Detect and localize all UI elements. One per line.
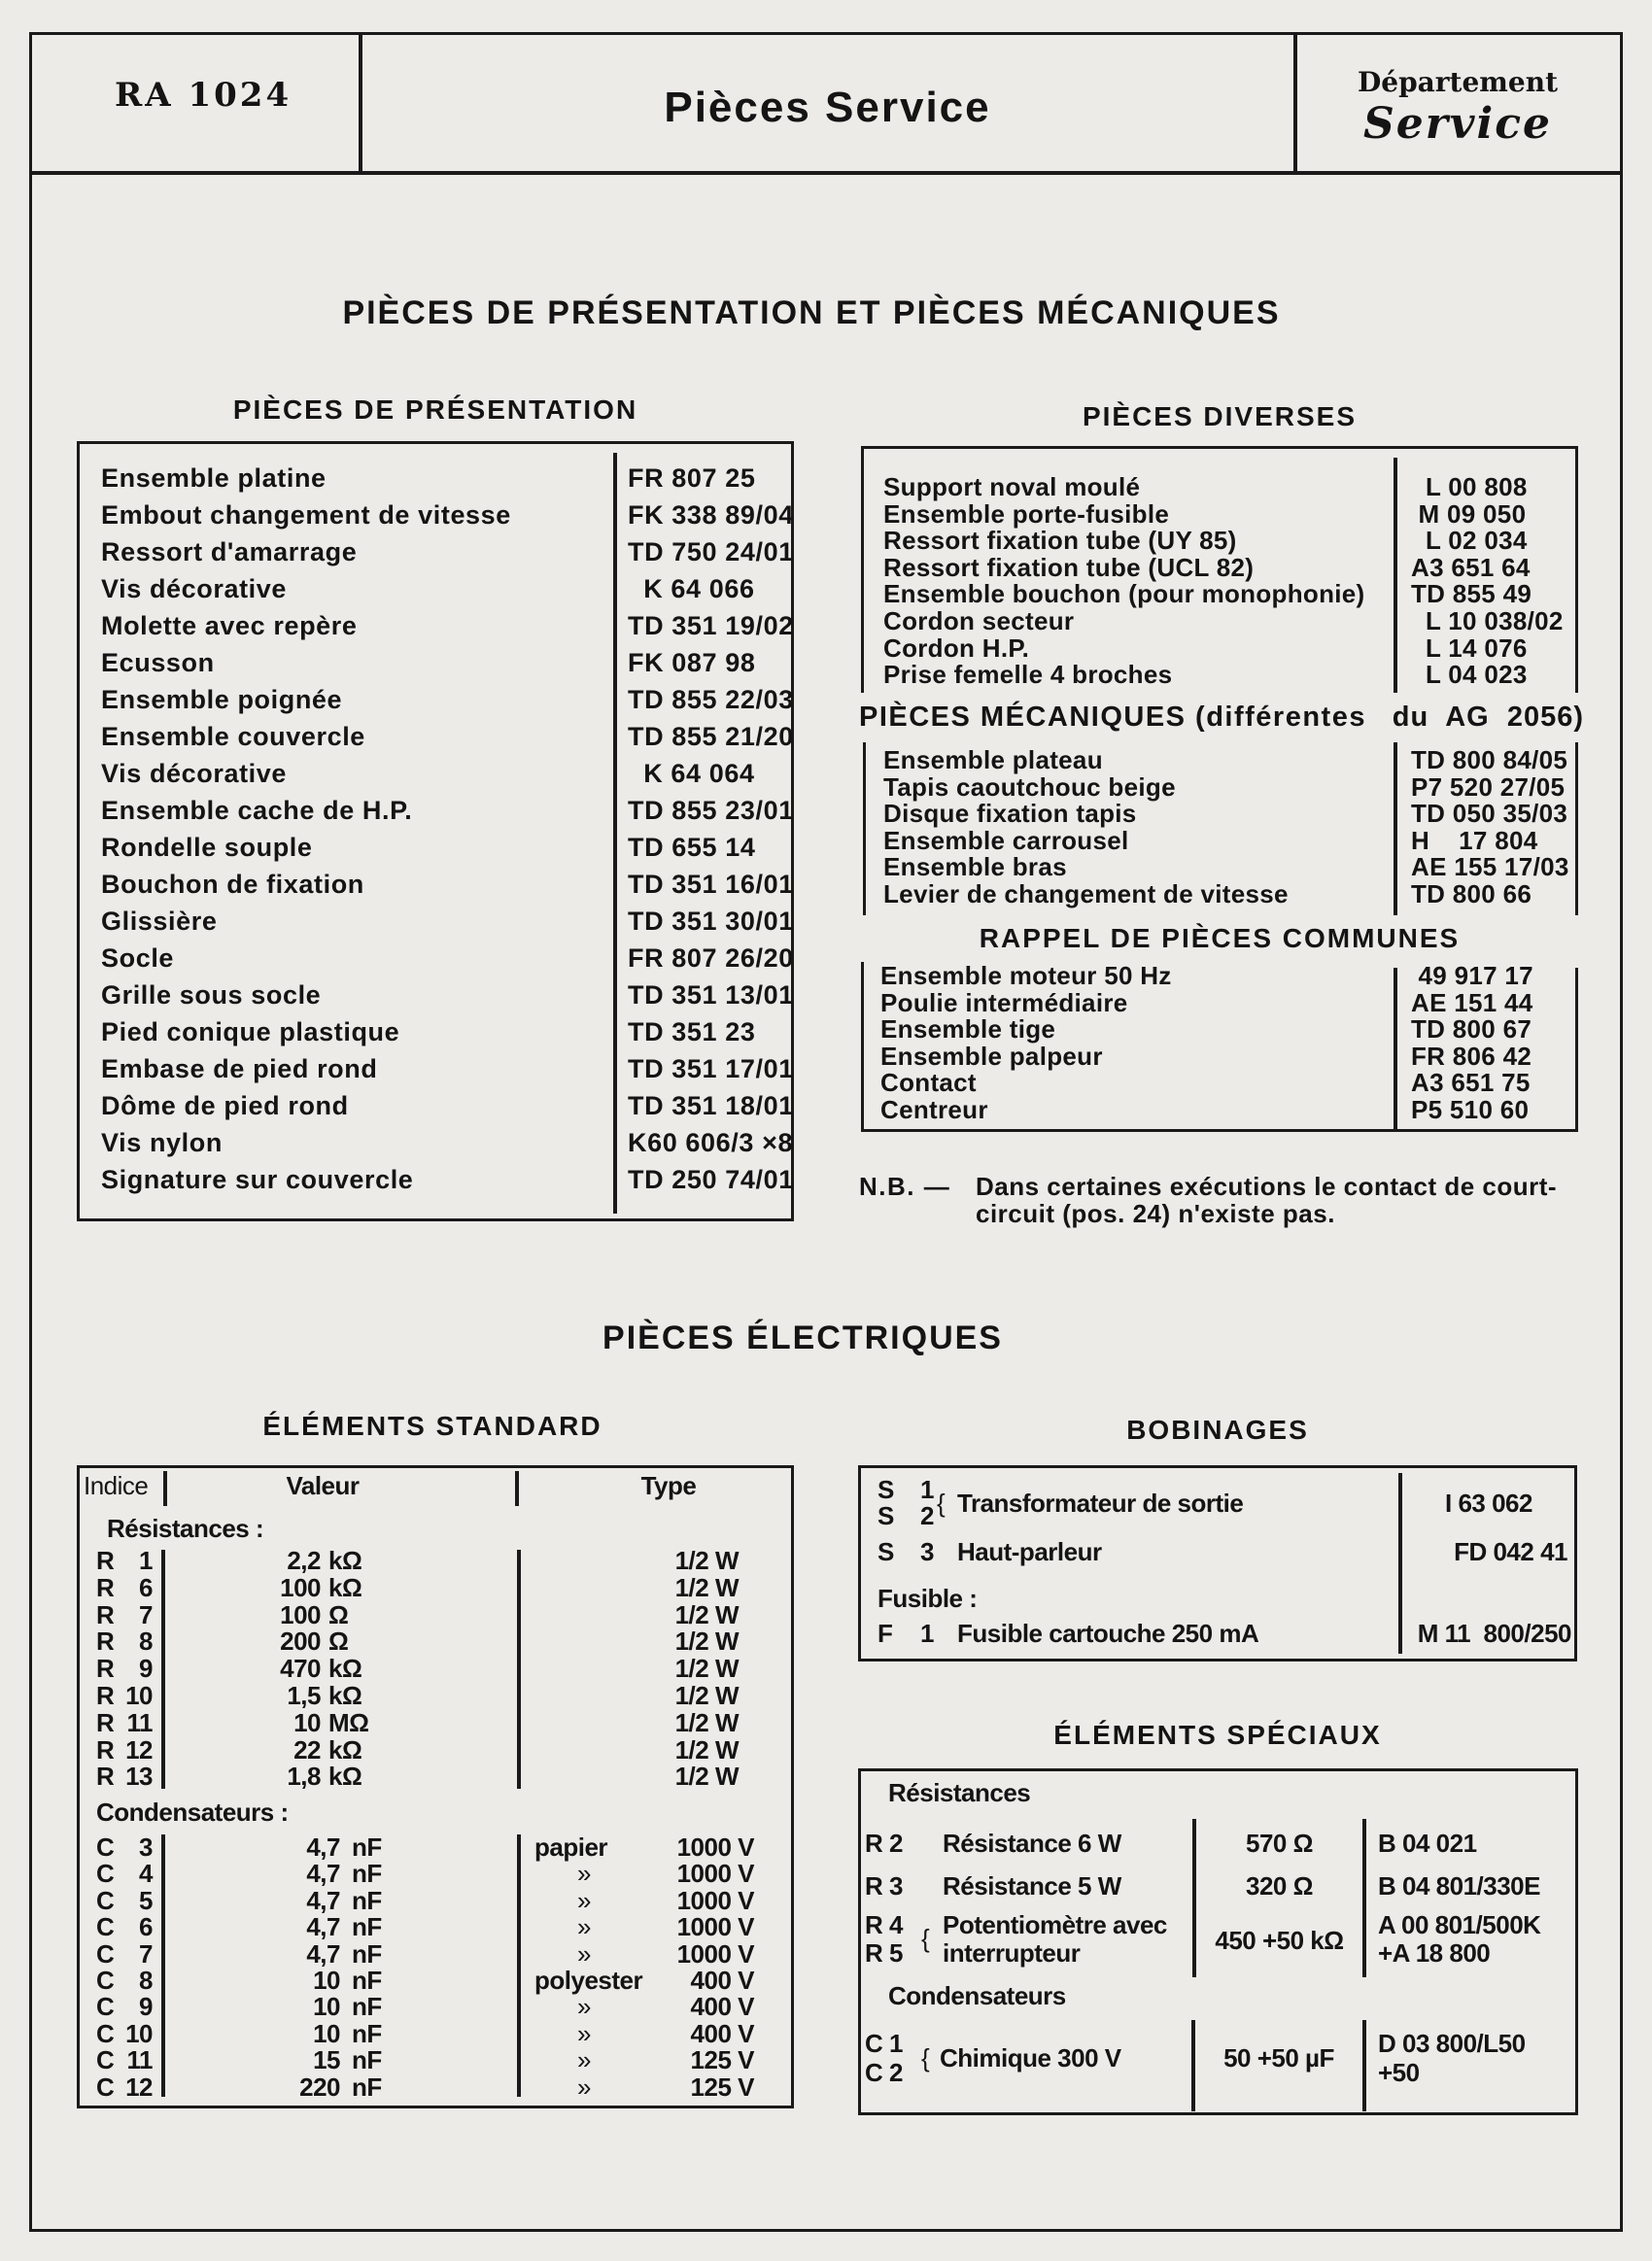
communes-title: RAPPEL DE PIÈCES COMMUNES [979,923,1461,953]
res-index [96,1708,153,1738]
part-code: FR 807 26/20 [628,943,794,973]
cap-index-text: C 11 [96,2045,153,2075]
header-rule [29,171,1623,175]
part-code: AE 155 17/03 [1411,852,1569,882]
communes-right-border [1575,968,1578,1131]
spec-index: C 2 [865,2058,903,2087]
spec-code: A 00 801/500K [1378,1910,1541,1939]
col-header-type: Type [640,1471,697,1500]
resistances-heading: Résistances : [107,1514,264,1543]
part-code: TD 351 18/01 [628,1091,794,1120]
res-index-text: R 9 [96,1654,153,1684]
part-code: TD 351 30/01 [628,907,794,936]
part-code: H 17 804 [1411,825,1538,855]
diverses-col-divider [1394,458,1397,693]
part-label: Tapis caoutchouc beige [883,771,1176,802]
cap-voltage: 125 V [690,2072,754,2102]
cap-value: 10 [313,2018,340,2048]
cap-dielectric: » [577,2072,591,2102]
part-label: Levier de changement de vitesse [883,879,1289,908]
part-label: Bouchon de fixation [101,870,364,899]
res-type: 1/2 W [674,1599,739,1629]
res-type: 1/2 W [674,1546,739,1575]
res-index-divider [161,1550,165,1789]
res-value: 1,8 [287,1762,321,1792]
part-code: TD 351 16/01 [628,870,794,899]
cap-index-text: C 3 [96,1833,153,1862]
res-value: 100 [280,1572,321,1602]
cap-unit: nF [352,2072,382,2102]
part-code: TD 855 23/01 [628,796,794,825]
cap-value: 4,7 [306,1859,340,1889]
res-unit: kΩ [328,1546,362,1575]
res-unit: kΩ [328,1762,362,1792]
part-code: TD 855 21/20 [628,722,794,751]
part-code: TD 351 23 [628,1017,756,1046]
part-code: L 10 038/02 [1411,606,1564,635]
note-line2: circuit (pos. 24) n'existe pas. [976,1199,1335,1228]
cap-unit: nF [352,1992,382,2022]
cap-index [96,1833,153,1863]
part-label: Ensemble palpeur [880,1041,1103,1071]
spec-capacitors-heading: Condensateurs [888,1981,1066,2010]
cap-unit: nF [352,1912,382,1942]
standard-title: ÉLÉMENTS STANDARD [262,1411,602,1441]
part-label: Ensemble plateau [883,745,1103,774]
bob-code: M 11 800/250 [1417,1619,1571,1648]
cap-value: 4,7 [306,1912,340,1942]
part-code: FK 087 98 [628,648,756,677]
bob-index-s3 [878,1537,934,1567]
res-value: 22 [293,1734,321,1764]
spec-index: R 5 [865,1938,903,1968]
res-unit: MΩ [328,1707,369,1737]
communes-col-divider [1394,968,1397,1131]
cap-value: 10 [313,1992,340,2022]
cap-voltage: 125 V [690,2045,754,2075]
part-code: TD 800 66 [1411,879,1532,908]
part-label: Embase de pied rond [101,1054,378,1083]
part-label: Rondelle souple [101,833,313,862]
res-value: 470 [280,1654,321,1684]
res-index-text: R 8 [96,1627,153,1657]
part-label: Vis nylon [101,1128,223,1157]
part-label: Ressort d'amarrage [101,537,358,566]
part-code: M 09 050 [1411,498,1527,529]
res-value: 1,5 [287,1681,321,1710]
res-index [96,1735,153,1765]
spec-value: 320 Ω [1246,1871,1313,1901]
cap-index [96,1992,153,2022]
part-label: Vis décorative [101,574,288,603]
res-type: 1/2 W [674,1734,739,1764]
cap-index-text: C 9 [96,1992,153,2022]
spec-code: D 03 800/L50 [1378,2029,1526,2058]
res-unit: Ω [328,1627,349,1657]
communes-left-border [861,962,864,1132]
spec-index: R 2 [865,1829,903,1858]
diverses-title: PIÈCES DIVERSES [1082,401,1358,431]
cap-dielectric: » [577,1938,591,1969]
res-index [96,1600,153,1630]
mecaniques-col-divider [1394,742,1397,915]
cap-index-text: C 4 [96,1859,153,1889]
cap-voltage: 1000 V [676,1912,754,1942]
part-code: L 02 034 [1411,526,1528,556]
cap-dielectric: » [577,1885,591,1915]
mecaniques-right-border [1575,742,1578,915]
diverses-left-border [861,446,864,693]
bob-label: Transformateur de sortie [957,1489,1244,1518]
part-label: Poulie intermédiaire [880,987,1128,1017]
mecaniques-left-border [863,742,866,915]
bob-label: Fusible cartouche 250 mA [957,1619,1259,1648]
part-code: AE 151 44 [1411,987,1533,1017]
part-code: FR 806 42 [1411,1041,1532,1071]
spec-label: Résistance 5 W [943,1871,1121,1901]
res-unit: kΩ [328,1572,362,1602]
part-code: TD 655 14 [628,833,756,862]
res-index [96,1654,153,1684]
cap-index [96,1912,153,1942]
part-label: Ensemble couvercle [101,722,365,751]
part-code: K60 606/3 ×8 [628,1128,794,1157]
part-label: Ressort fixation tube (UY 85) [883,526,1237,556]
part-label: Ressort fixation tube (UCL 82) [883,552,1255,582]
res-index [96,1627,153,1657]
header-title: Pièces Service [664,84,991,131]
part-label: Grille sous socle [101,980,322,1010]
part-label: Centreur [880,1095,988,1124]
cap-value: 220 [299,2072,340,2102]
spec-index: C 1 [865,2029,903,2058]
cap-dielectric: » [577,1992,591,2022]
res-index [96,1546,153,1576]
presentation-col-divider [613,453,617,1214]
bob-index: S 1 [878,1475,934,1504]
brace-icon: { [921,2043,930,2073]
res-unit: kΩ [328,1734,362,1764]
part-code: P7 520 27/05 [1411,771,1566,802]
cap-unit: nF [352,1859,382,1889]
section-title-presentation-mecaniques: PIÈCES DE PRÉSENTATION ET PIÈCES MÉCANIQUES [342,294,1281,331]
res-index [96,1762,153,1792]
brace-icon: { [921,1924,930,1953]
part-label: Embout changement de vitesse [101,500,511,530]
cap-dielectric: papier [534,1833,608,1862]
part-label: Signature sur couvercle [101,1165,414,1194]
brace-icon: { [937,1489,946,1518]
spec-index: R 4 [865,1910,903,1939]
department-service-logo: Service [1362,99,1553,149]
bob-index: S 3 [878,1537,934,1566]
spec-code: +A 18 800 [1378,1938,1491,1968]
cap-dielectric: polyester [534,1966,643,1995]
cap-value: 10 [313,1966,340,1995]
part-code: TD 750 24/01 [628,537,794,566]
col-header-valeur: Valeur [286,1471,360,1500]
part-code: K 64 064 [628,759,755,788]
res-index [96,1681,153,1711]
diverses-right-border [1575,446,1578,693]
bob-index-f1 [878,1619,934,1649]
part-label: Ecusson [101,648,215,677]
res-type: 1/2 W [674,1627,739,1657]
part-label: Ensemble tige [880,1014,1056,1045]
part-code: L 00 808 [1411,472,1528,501]
cap-index [96,2073,153,2103]
part-label: Ensemble platine [101,463,327,493]
spec-value: 50 +50 µF [1223,2043,1334,2073]
cap-voltage: 400 V [690,2018,754,2048]
cap-dielectric: » [577,2018,591,2048]
bob-label: Haut-parleur [957,1537,1102,1566]
cap-index-text: C 8 [96,1966,153,1995]
cap-dielectric: » [577,2045,591,2075]
cap-unit: nF [352,2018,382,2048]
cap-value: 15 [313,2045,340,2075]
part-code: TD 351 19/02 [628,611,794,640]
cap-index-text: C 7 [96,1938,153,1969]
cap-index-text: C 10 [96,2018,153,2048]
part-label: Pied conique plastique [101,1017,400,1046]
res-unit: kΩ [328,1681,362,1710]
res-unit: Ω [328,1599,349,1629]
part-label: Molette avec repère [101,611,358,640]
res-type: 1/2 W [674,1572,739,1602]
res-index-text: R 11 [96,1707,153,1737]
spec-label: Chimique 300 V [940,2043,1121,2073]
res-index-text: R 10 [96,1681,153,1710]
bob-code: FD 042 41 [1454,1537,1567,1566]
cap-unit: nF [352,1885,382,1915]
cap-unit: nF [352,1938,382,1969]
valeur-header-divider [515,1471,519,1506]
part-label: Cordon H.P. [883,633,1030,663]
cap-index [96,1966,153,1996]
res-value: 10 [293,1707,321,1737]
res-index-text: R 7 [96,1599,153,1629]
bob-index-s2 [878,1501,934,1531]
res-unit: kΩ [328,1654,362,1684]
spec-index: R 3 [865,1871,903,1901]
cap-value: 4,7 [306,1833,340,1862]
res-type: 1/2 W [674,1654,739,1684]
part-code: TD 800 84/05 [1411,745,1568,774]
part-code: TD 800 67 [1411,1014,1532,1045]
part-label: Ensemble moteur 50 Hz [880,961,1172,990]
part-code: K 64 066 [628,574,755,603]
speciaux-title: ÉLÉMENTS SPÉCIAUX [1053,1720,1382,1750]
bob-code: I 63 062 [1445,1489,1532,1518]
presentation-title: PIÈCES DE PRÉSENTATION [232,394,638,425]
part-label: Ensemble poignée [101,685,343,714]
note-line1: Dans certaines exécutions le contact de court- [976,1172,1558,1201]
part-code: TD 050 35/03 [1411,799,1568,829]
cap-voltage: 1000 V [676,1833,754,1862]
spec-label: interrupteur [943,1938,1081,1968]
spec-label: Potentiomètre avec [943,1910,1167,1939]
cap-dielectric: » [577,1859,591,1889]
part-code: L 04 023 [1411,660,1528,690]
part-label: Contact [880,1068,977,1098]
res-index [96,1573,153,1603]
res-type: 1/2 W [674,1762,739,1792]
part-label: Ensemble cache de H.P. [101,796,413,825]
res-type: 1/2 W [674,1681,739,1710]
spec-divider [1362,1819,1366,1977]
capacitors-heading: Condensateurs : [96,1798,289,1827]
part-code: A3 651 75 [1411,1068,1531,1098]
part-label: Cordon secteur [883,606,1075,635]
communes-bottom-rule [861,1129,1578,1132]
cap-dielectric: » [577,1912,591,1942]
section-title-electriques: PIÈCES ÉLECTRIQUES [602,1319,1003,1356]
cap-index [96,2045,153,2075]
diverses-top-rule [861,446,1578,449]
part-label: Glissière [101,907,218,936]
part-label: Ensemble carrousel [883,825,1129,855]
cap-index-text: C 6 [96,1912,153,1942]
cap-index [96,1886,153,1916]
spec-resistances-heading: Résistances [888,1778,1031,1807]
cap-index [96,1939,153,1970]
part-label: Dôme de pied rond [101,1091,349,1120]
part-code: TD 855 22/03 [628,685,794,714]
cap-value: 4,7 [306,1885,340,1915]
cap-type-divider [517,1834,521,2097]
cap-unit: nF [352,1966,382,1995]
part-label: Disque fixation tapis [883,799,1137,829]
part-label: Ensemble bras [883,852,1067,882]
part-label: Socle [101,943,175,973]
spec-label: Résistance 6 W [943,1829,1121,1858]
indice-header-divider [163,1471,167,1506]
res-type-divider [517,1550,521,1789]
cap-voltage: 1000 V [676,1859,754,1889]
part-label: Ensemble bouchon (pour monophonie) [883,579,1365,609]
part-label: Vis décorative [101,759,288,788]
part-code: L 14 076 [1411,633,1528,663]
cap-voltage: 400 V [690,1966,754,1995]
spec-value: 570 Ω [1246,1829,1313,1858]
res-value: 2,2 [287,1546,321,1575]
cap-unit: nF [352,1833,382,1862]
note-label: N.B. — [859,1172,951,1201]
spec-code: B 04 801/330E [1378,1871,1540,1901]
cap-value: 4,7 [306,1938,340,1969]
model-number: RA 1024 [115,76,293,115]
part-code: TD 351 17/01 [628,1054,794,1083]
department-label: Département [1357,66,1559,98]
part-label: Ensemble porte-fusible [883,498,1170,529]
res-index-text: R 1 [96,1546,153,1575]
cap-index-text: C 12 [96,2072,153,2102]
res-index-text: R 6 [96,1572,153,1602]
part-code: A3 651 64 [1411,552,1531,582]
part-code: FK 338 89/04 [628,500,794,530]
col-header-indice: Indice [84,1471,149,1500]
mecaniques-title: PIÈCES MÉCANIQUES (différentes [859,702,1366,733]
bob-index: S 2 [878,1501,934,1530]
spec-value: 450 +50 kΩ [1215,1926,1344,1955]
part-code: FR 807 25 [628,463,756,493]
fuse-heading: Fusible : [878,1584,978,1613]
res-index-text: R 13 [96,1762,153,1792]
cap-index-divider [161,1834,165,2097]
part-code: P5 510 60 [1411,1095,1530,1124]
cap-index [96,2019,153,2049]
spec-code: B 04 021 [1378,1829,1477,1858]
cap-voltage: 1000 V [676,1938,754,1969]
part-label: Prise femelle 4 broches [883,660,1173,690]
cap-index-text: C 5 [96,1885,153,1915]
res-index-text: R 12 [96,1734,153,1764]
bobinages-title: BOBINAGES [1126,1415,1309,1445]
spec-divider [1362,2020,1366,2111]
part-code: TD 855 49 [1411,579,1532,609]
bob-index: F 1 [878,1619,934,1648]
part-code: 49 917 17 [1411,961,1533,990]
part-code: TD 250 74/01 [628,1165,794,1194]
res-value: 200 [280,1627,321,1657]
spec-code: +50 [1378,2058,1420,2087]
res-value: 100 [280,1599,321,1629]
part-label: Support noval moulé [883,472,1141,501]
res-type: 1/2 W [674,1707,739,1737]
cap-unit: nF [352,2045,382,2075]
part-code: TD 351 13/01 [628,980,794,1010]
mecaniques-title-suffix: du AG 2056) [1392,702,1584,733]
cap-voltage: 1000 V [676,1885,754,1915]
cap-voltage: 400 V [690,1992,754,2022]
cap-index [96,1859,153,1889]
